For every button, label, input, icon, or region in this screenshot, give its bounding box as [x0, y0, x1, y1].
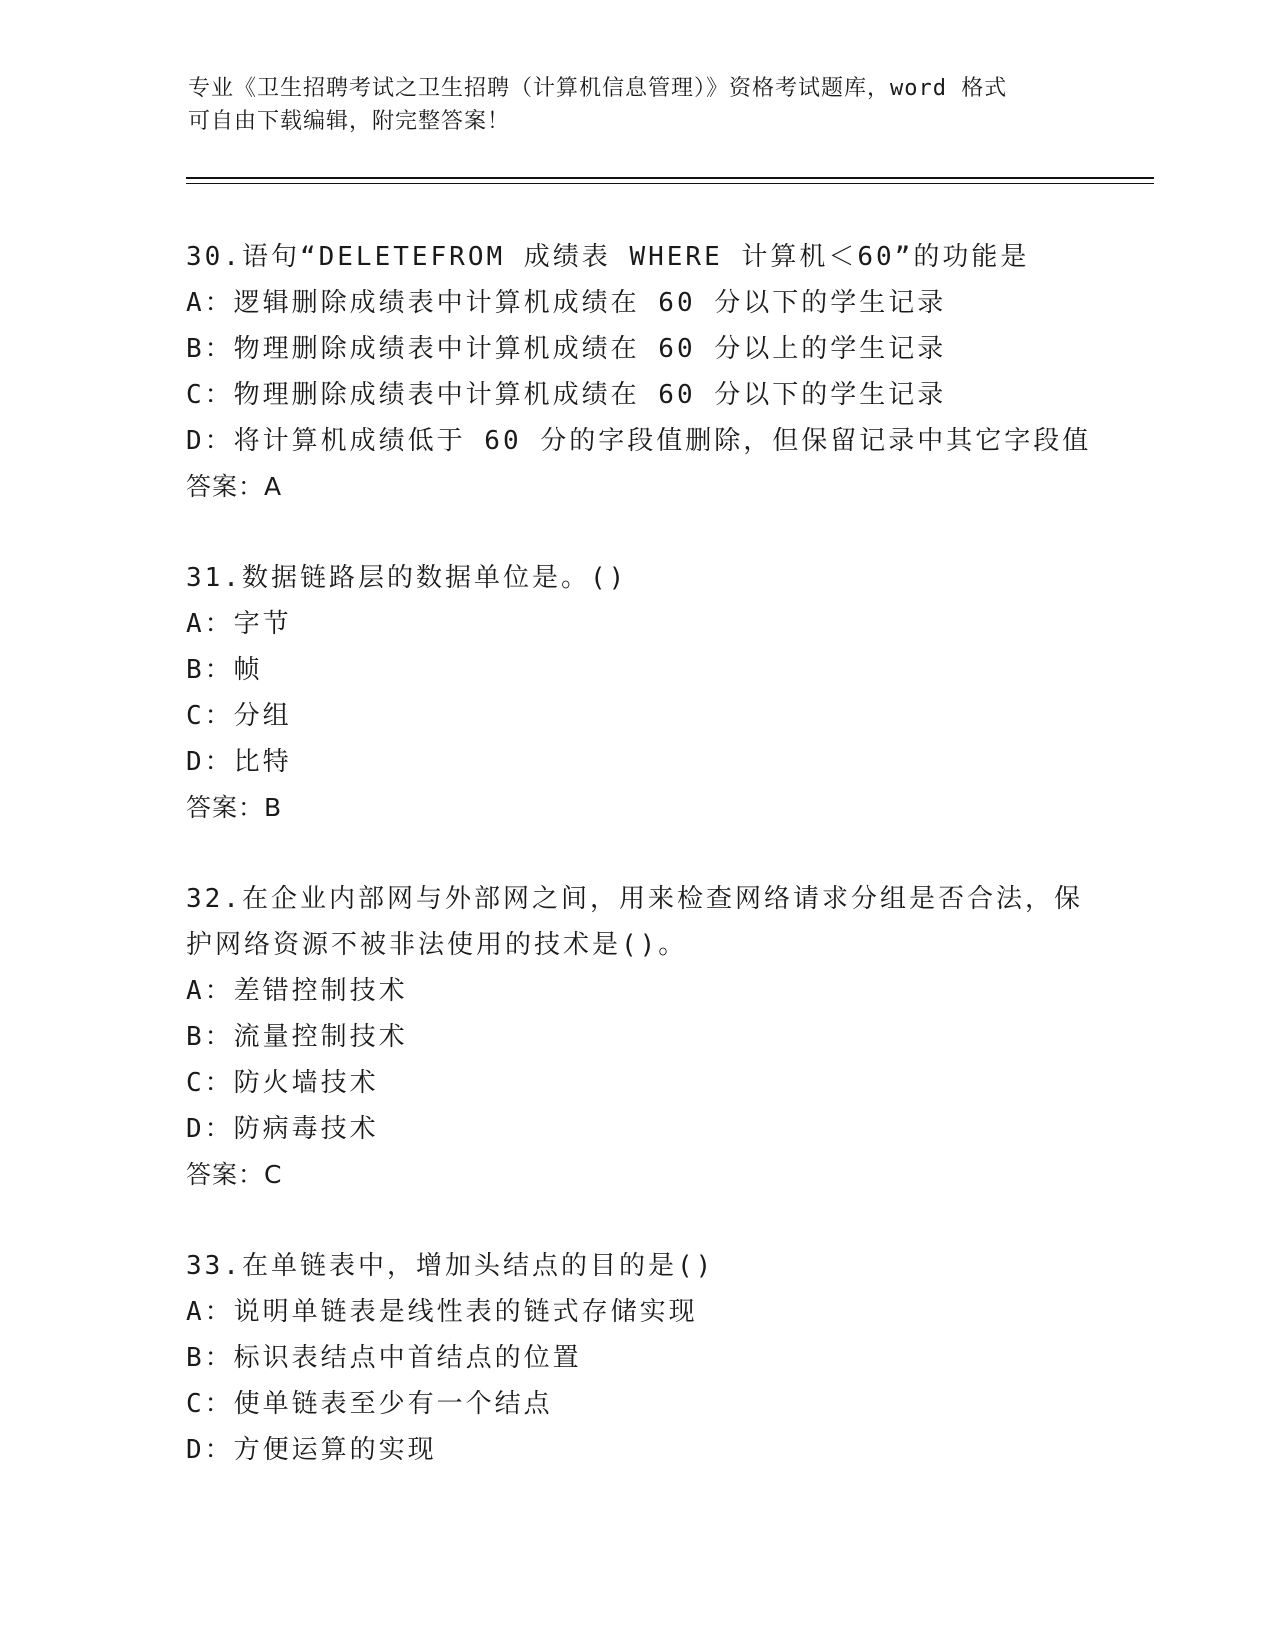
option-a: A：字节 — [186, 609, 292, 639]
answer: 答案：B — [186, 793, 283, 822]
option-a: A：差错控制技术 — [186, 976, 408, 1006]
question-stem: 33.在单链表中，增加头结点的目的是() — [186, 1251, 715, 1281]
option-d: D：防病毒技术 — [186, 1114, 379, 1144]
option-b: B：帧 — [186, 655, 263, 685]
answer: 答案：C — [186, 1160, 283, 1189]
option-a: A：逻辑删除成绩表中计算机成绩在 60 分以下的学生记录 — [186, 288, 947, 318]
option-d: D：将计算机成绩低于 60 分的字段值删除，但保留记录中其它字段值 — [186, 426, 1092, 456]
answer: 答案：A — [186, 472, 283, 501]
header-line-1: 专业《卫生招聘考试之卫生招聘（计算机信息管理）》资格考试题库，word 格式 — [188, 76, 1008, 101]
option-c: C：使单链表至少有一个结点 — [186, 1389, 553, 1419]
option-c: C：物理删除成绩表中计算机成绩在 60 分以下的学生记录 — [186, 380, 947, 410]
option-d: D：比特 — [186, 747, 292, 777]
question-32 — [186, 876, 1086, 1198]
question-stem: 31.数据链路层的数据单位是。() — [186, 563, 628, 593]
option-c: C：防火墙技术 — [186, 1068, 379, 1098]
option-d: D：方便运算的实现 — [186, 1435, 437, 1465]
question-stem: 30.语句“DELETEFROM 成绩表 WHERE 计算机＜60”的功能是 — [186, 242, 1030, 272]
header-rule-thick — [186, 177, 1154, 179]
option-b: B：流量控制技术 — [186, 1022, 408, 1052]
header-rule-thin — [186, 183, 1154, 184]
question-list — [186, 234, 1092, 1518]
question-33 — [186, 1243, 1086, 1473]
question-stem: 32.在企业内部网与外部网之间，用来检查网络请求分组是否合法，保护网络资源不被非法使用的技术是()。 — [186, 884, 1083, 960]
option-c: C：分组 — [186, 701, 292, 731]
option-b: B：物理删除成绩表中计算机成绩在 60 分以上的学生记录 — [186, 334, 947, 364]
header-line-2: 可自由下载编辑，附完整答案！ — [188, 109, 511, 134]
option-b: B：标识表结点中首结点的位置 — [186, 1343, 582, 1373]
question-30 — [186, 234, 1092, 510]
question-31 — [186, 555, 1086, 831]
document-header — [188, 72, 1088, 138]
option-a: A：说明单链表是线性表的链式存储实现 — [186, 1297, 698, 1327]
